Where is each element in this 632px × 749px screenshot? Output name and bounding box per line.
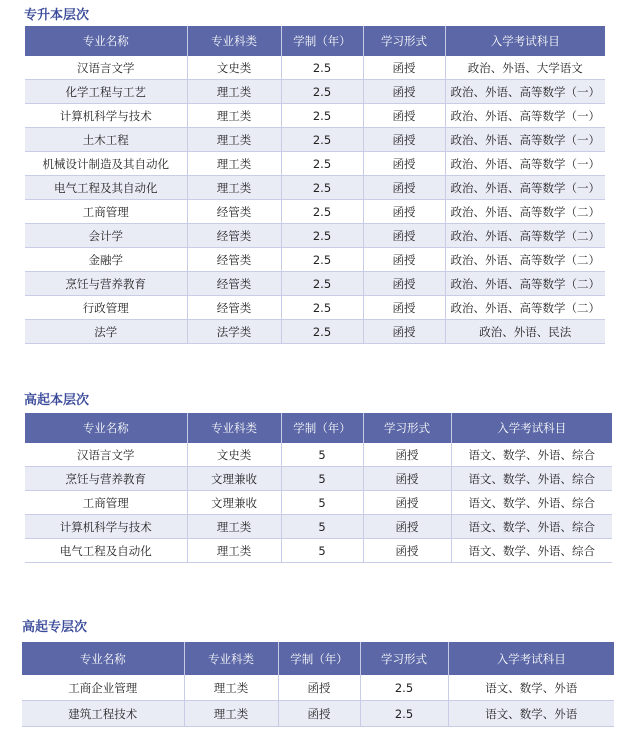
table-row — [25, 248, 605, 272]
column-header: 入学考试科目 — [445, 26, 605, 56]
table-cell: 函授 — [278, 701, 360, 727]
table-cell: 建筑工程技术 — [22, 701, 184, 727]
table-header-row — [25, 26, 605, 56]
table-cell: 函授 — [278, 675, 360, 701]
table-cell: 语文、数学、外语、综合 — [451, 539, 612, 563]
table-cell: 2.5 — [281, 272, 363, 296]
table-cell: 经管类 — [187, 248, 281, 272]
table-cell: 函授 — [363, 467, 451, 491]
table-cell: 函授 — [363, 152, 445, 176]
table-row — [25, 539, 612, 563]
table-row — [25, 443, 612, 467]
table-cell: 2.5 — [281, 104, 363, 128]
table-row — [25, 296, 605, 320]
column-header: 学制（年） — [281, 413, 363, 443]
table-row — [25, 272, 605, 296]
table-cell: 经管类 — [187, 272, 281, 296]
column-header: 学习形式 — [360, 642, 448, 675]
table-cell: 行政管理 — [25, 296, 187, 320]
table-cell: 2.5 — [281, 176, 363, 200]
table-row — [25, 56, 605, 80]
table-cell: 政治、外语、高等数学（二） — [445, 272, 605, 296]
table-cell: 函授 — [363, 248, 445, 272]
table-cell: 2.5 — [281, 320, 363, 344]
table-cell: 政治、外语、高等数学（二） — [445, 296, 605, 320]
table-cell: 语文、数学、外语、综合 — [451, 491, 612, 515]
table-cell: 汉语言文学 — [25, 443, 187, 467]
column-header: 专业名称 — [25, 413, 187, 443]
table-cell: 经管类 — [187, 296, 281, 320]
table-cell: 政治、外语、高等数学（二） — [445, 224, 605, 248]
table-row — [25, 104, 605, 128]
table-cell: 2.5 — [360, 675, 448, 701]
table-cell: 语文、数学、外语 — [448, 675, 614, 701]
table-cell: 函授 — [363, 128, 445, 152]
table-cell: 烹饪与营养教育 — [25, 272, 187, 296]
table-cell: 法学类 — [187, 320, 281, 344]
table-cell: 5 — [281, 491, 363, 515]
table-cell: 工商管理 — [25, 200, 187, 224]
table-cell: 2.5 — [281, 152, 363, 176]
table-header-row — [25, 413, 612, 443]
table-cell: 函授 — [363, 56, 445, 80]
table-cell: 政治、外语、大学语文 — [445, 56, 605, 80]
table-cell: 金融学 — [25, 248, 187, 272]
table-cell: 计算机科学与技术 — [25, 515, 187, 539]
table-cell: 2.5 — [281, 200, 363, 224]
table-cell: 理工类 — [187, 152, 281, 176]
table-cell: 会计学 — [25, 224, 187, 248]
table-cell: 函授 — [363, 515, 451, 539]
table-row — [25, 467, 612, 491]
table-row — [25, 491, 612, 515]
column-header: 专业名称 — [25, 26, 187, 56]
table-cell: 电气工程及自动化 — [25, 539, 187, 563]
table-cell: 理工类 — [187, 176, 281, 200]
table-row — [22, 675, 614, 701]
table-cell: 函授 — [363, 200, 445, 224]
column-header: 学习形式 — [363, 26, 445, 56]
table-cell: 函授 — [363, 80, 445, 104]
table-cell: 函授 — [363, 320, 445, 344]
column-header: 入学考试科目 — [451, 413, 612, 443]
table-cell: 政治、外语、高等数学（二） — [445, 248, 605, 272]
table-cell: 化学工程与工艺 — [25, 80, 187, 104]
table-cell: 语文、数学、外语 — [448, 701, 614, 727]
table-cell: 2.5 — [281, 296, 363, 320]
table-cell: 理工类 — [187, 539, 281, 563]
table-cell: 2.5 — [281, 56, 363, 80]
table-cell: 5 — [281, 467, 363, 491]
table-cell: 5 — [281, 539, 363, 563]
table-cell: 函授 — [363, 272, 445, 296]
table-cell: 语文、数学、外语、综合 — [451, 467, 612, 491]
table-cell: 2.5 — [360, 701, 448, 727]
table-highschool-associate — [22, 642, 614, 727]
column-header: 学制（年） — [278, 642, 360, 675]
column-header: 专业科类 — [184, 642, 278, 675]
table-cell: 政治、外语、高等数学（一） — [445, 128, 605, 152]
table-cell: 文史类 — [187, 56, 281, 80]
table-cell: 函授 — [363, 539, 451, 563]
column-header: 专业名称 — [22, 642, 184, 675]
table-cell: 5 — [281, 515, 363, 539]
table-upgrade — [25, 26, 605, 344]
section-title-upgrade: 专升本层次 — [24, 8, 90, 23]
table-cell: 函授 — [363, 491, 451, 515]
table-row — [25, 80, 605, 104]
column-header: 专业科类 — [187, 413, 281, 443]
table-cell: 法学 — [25, 320, 187, 344]
table-cell: 函授 — [363, 296, 445, 320]
table-cell: 理工类 — [187, 128, 281, 152]
table-cell: 政治、外语、民法 — [445, 320, 605, 344]
table-cell: 函授 — [363, 224, 445, 248]
table-row — [22, 701, 614, 727]
table-row — [25, 128, 605, 152]
table-cell: 机械设计制造及其自动化 — [25, 152, 187, 176]
table-cell: 政治、外语、高等数学（一） — [445, 152, 605, 176]
table-cell: 电气工程及其自动化 — [25, 176, 187, 200]
table-cell: 2.5 — [281, 80, 363, 104]
table-cell: 函授 — [363, 104, 445, 128]
table-cell: 工商企业管理 — [22, 675, 184, 701]
table-cell: 政治、外语、高等数学（一） — [445, 176, 605, 200]
table-cell: 理工类 — [187, 104, 281, 128]
table-row — [25, 176, 605, 200]
table-cell: 2.5 — [281, 224, 363, 248]
table-cell: 理工类 — [184, 701, 278, 727]
table-cell: 政治、外语、高等数学（二） — [445, 200, 605, 224]
table-cell: 2.5 — [281, 128, 363, 152]
table-row — [25, 320, 605, 344]
table-cell: 政治、外语、高等数学（一） — [445, 104, 605, 128]
table-cell: 2.5 — [281, 248, 363, 272]
table-row — [25, 224, 605, 248]
table-row — [25, 200, 605, 224]
table-cell: 土木工程 — [25, 128, 187, 152]
table-cell: 经管类 — [187, 224, 281, 248]
table-cell: 政治、外语、高等数学（一） — [445, 80, 605, 104]
table-cell: 语文、数学、外语、综合 — [451, 515, 612, 539]
table-cell: 理工类 — [187, 80, 281, 104]
table-cell: 文理兼收 — [187, 491, 281, 515]
section-title-highschool-associate: 高起专层次 — [22, 620, 88, 635]
table-cell: 计算机科学与技术 — [25, 104, 187, 128]
table-cell: 文史类 — [187, 443, 281, 467]
table-cell: 理工类 — [184, 675, 278, 701]
table-cell: 5 — [281, 443, 363, 467]
column-header: 入学考试科目 — [448, 642, 614, 675]
section-title-highschool-bachelor: 高起本层次 — [24, 393, 90, 408]
table-cell: 理工类 — [187, 515, 281, 539]
table-cell: 文理兼收 — [187, 467, 281, 491]
table-row — [25, 152, 605, 176]
table-cell: 工商管理 — [25, 491, 187, 515]
table-cell: 汉语言文学 — [25, 56, 187, 80]
table-cell: 经管类 — [187, 200, 281, 224]
table-cell: 函授 — [363, 443, 451, 467]
column-header: 学制（年） — [281, 26, 363, 56]
table-cell: 烹饪与营养教育 — [25, 467, 187, 491]
table-cell: 函授 — [363, 176, 445, 200]
column-header: 专业科类 — [187, 26, 281, 56]
table-cell: 语文、数学、外语、综合 — [451, 443, 612, 467]
column-header: 学习形式 — [363, 413, 451, 443]
table-highschool-bachelor — [25, 413, 612, 563]
table-header-row — [22, 642, 614, 675]
table-row — [25, 515, 612, 539]
